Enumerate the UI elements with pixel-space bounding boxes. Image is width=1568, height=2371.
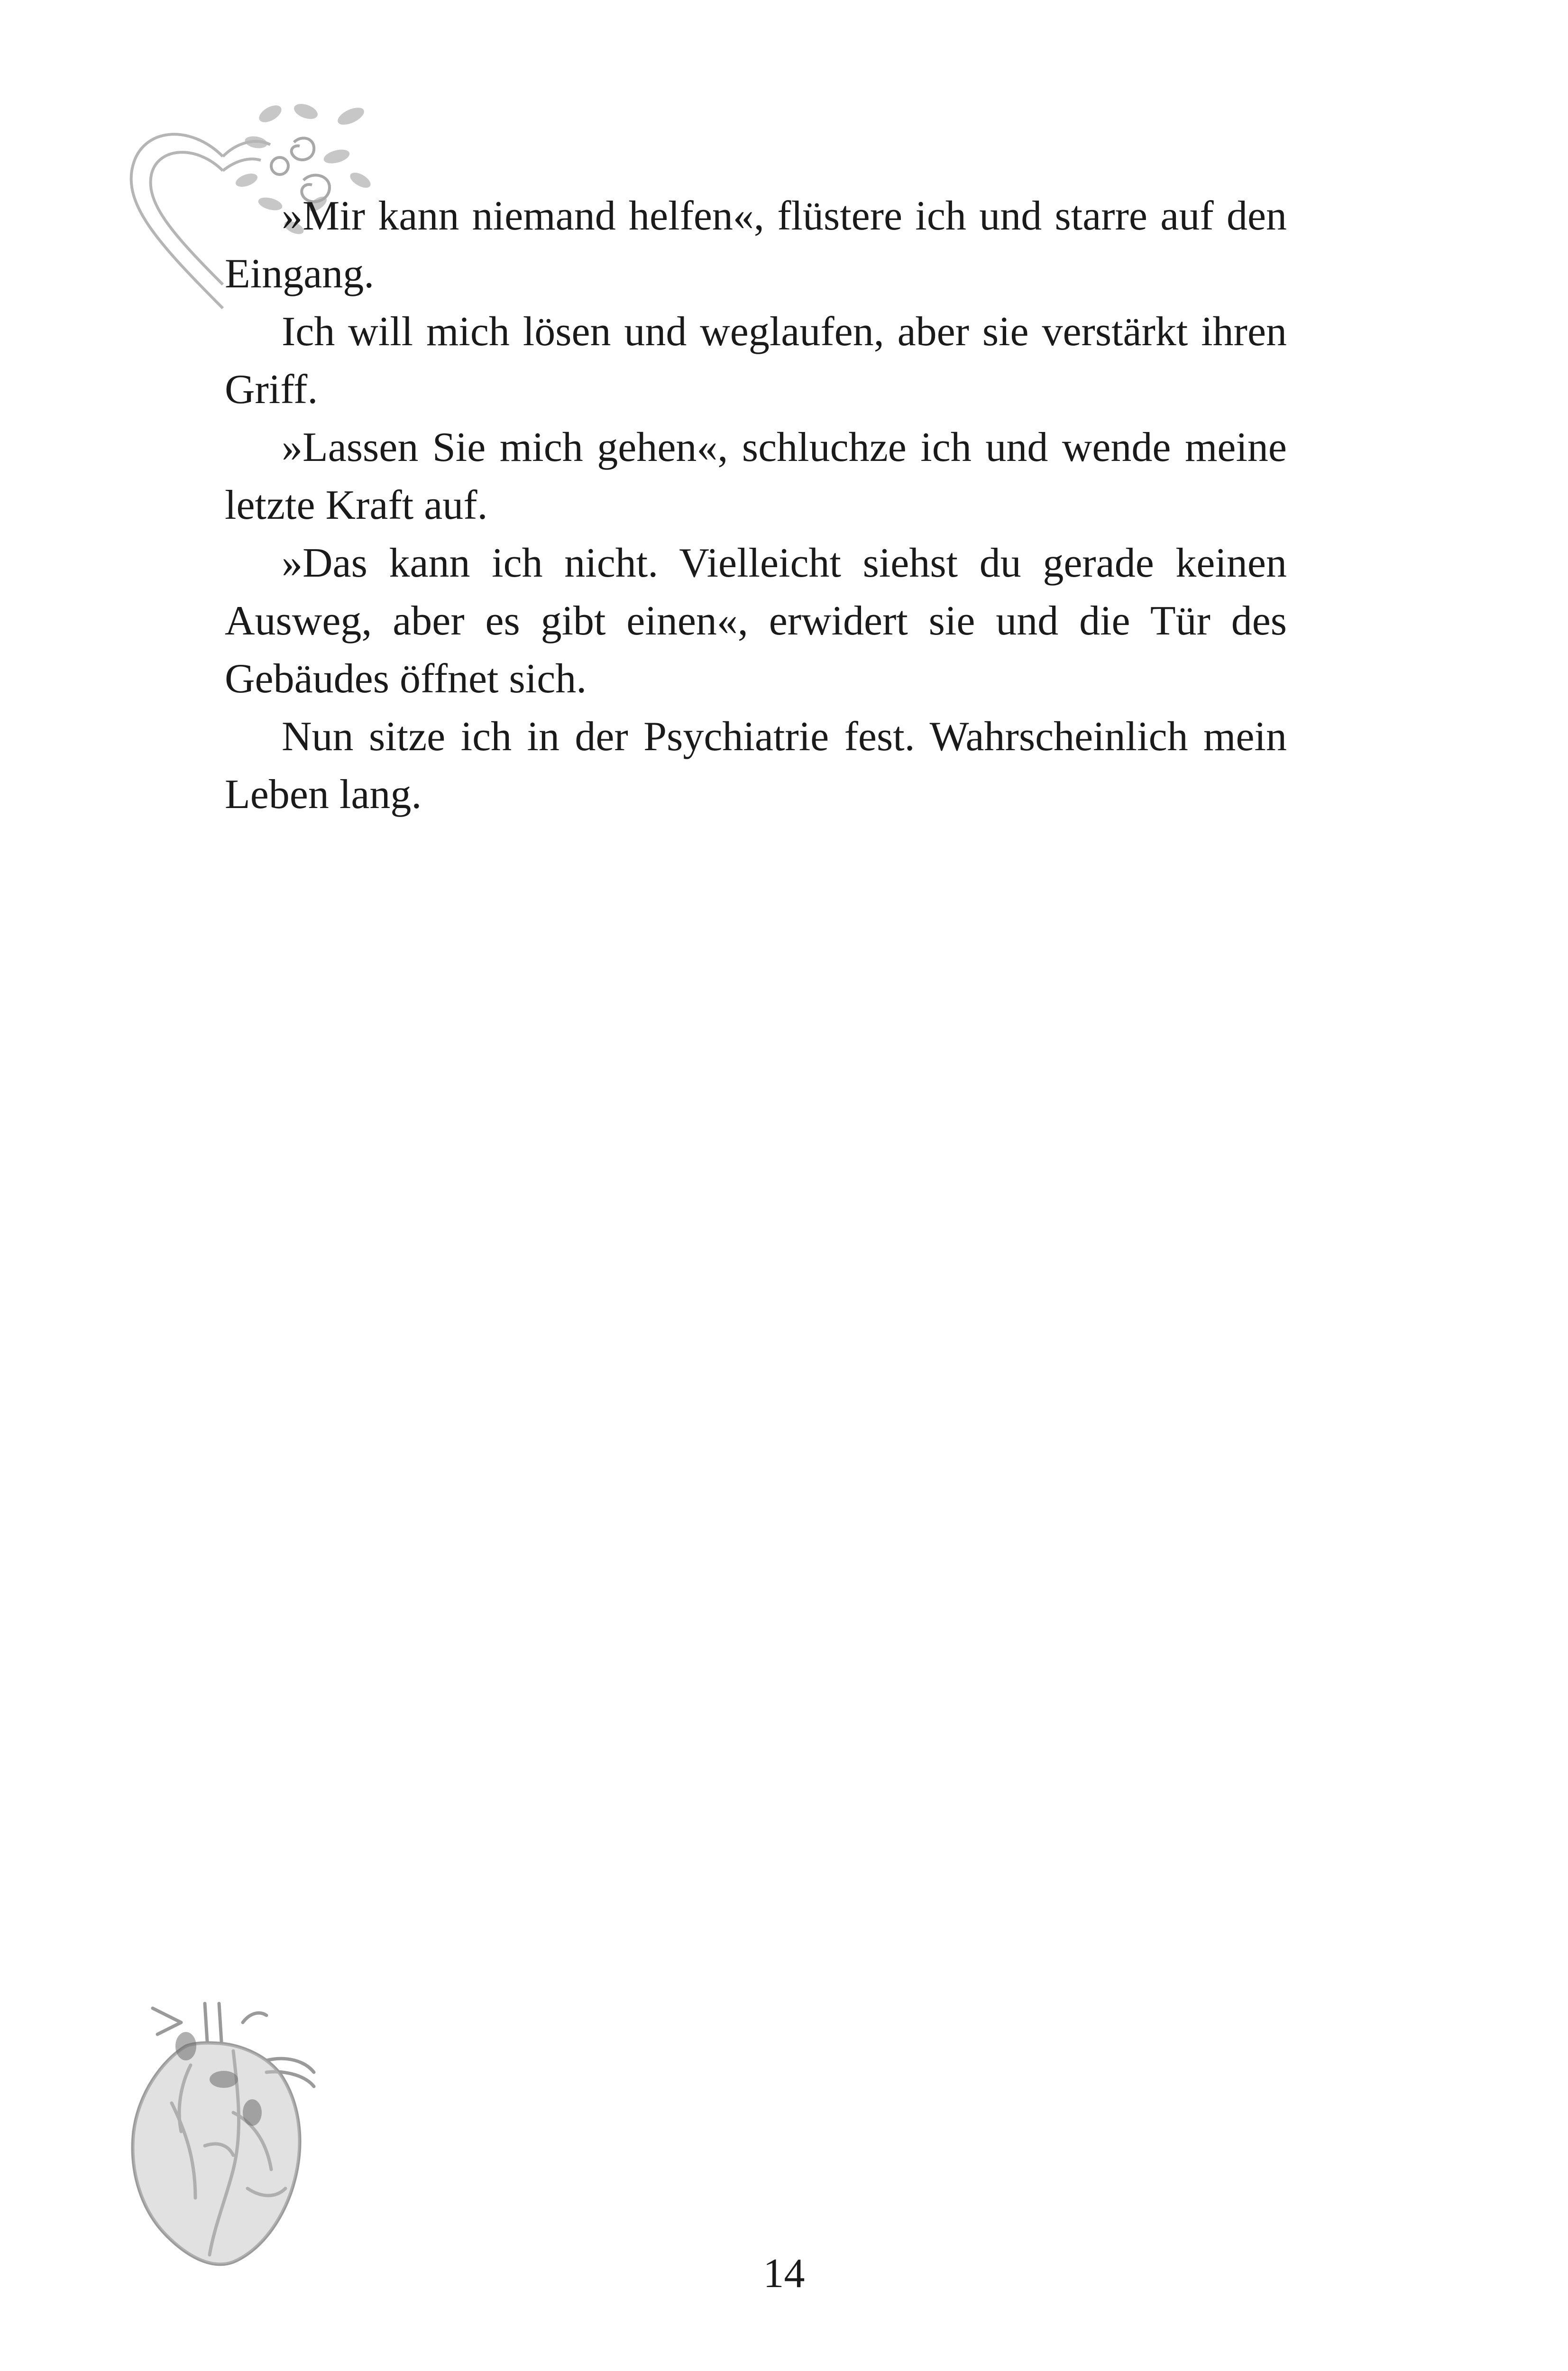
paragraph: Nun sitze ich in der Psychiatrie fest. Wahrscheinlich mein Leben lang. [225, 714, 1287, 818]
page-number: 14 [763, 2251, 805, 2297]
paragraph: »Lassen Sie mich gehen«, schluchze ich und wende meine letzte Kraft auf. [225, 424, 1287, 528]
paragraph: »Mir kann niemand helfen«, flüstere ich und starre auf den Eingang. [225, 193, 1287, 297]
paragraph: Ich will mich lösen und weglaufen, aber sie verstärkt ihren Griff. [225, 309, 1287, 413]
anatomical-heart-icon [124, 1989, 342, 2283]
body-text [225, 187, 1287, 824]
paragraph: »Das kann ich nicht. Vielleicht siehst du gerade keinen Ausweg, aber es gibt einen«, erwidert sie und die Tür des Gebäudes öffnet sich. [225, 540, 1287, 702]
